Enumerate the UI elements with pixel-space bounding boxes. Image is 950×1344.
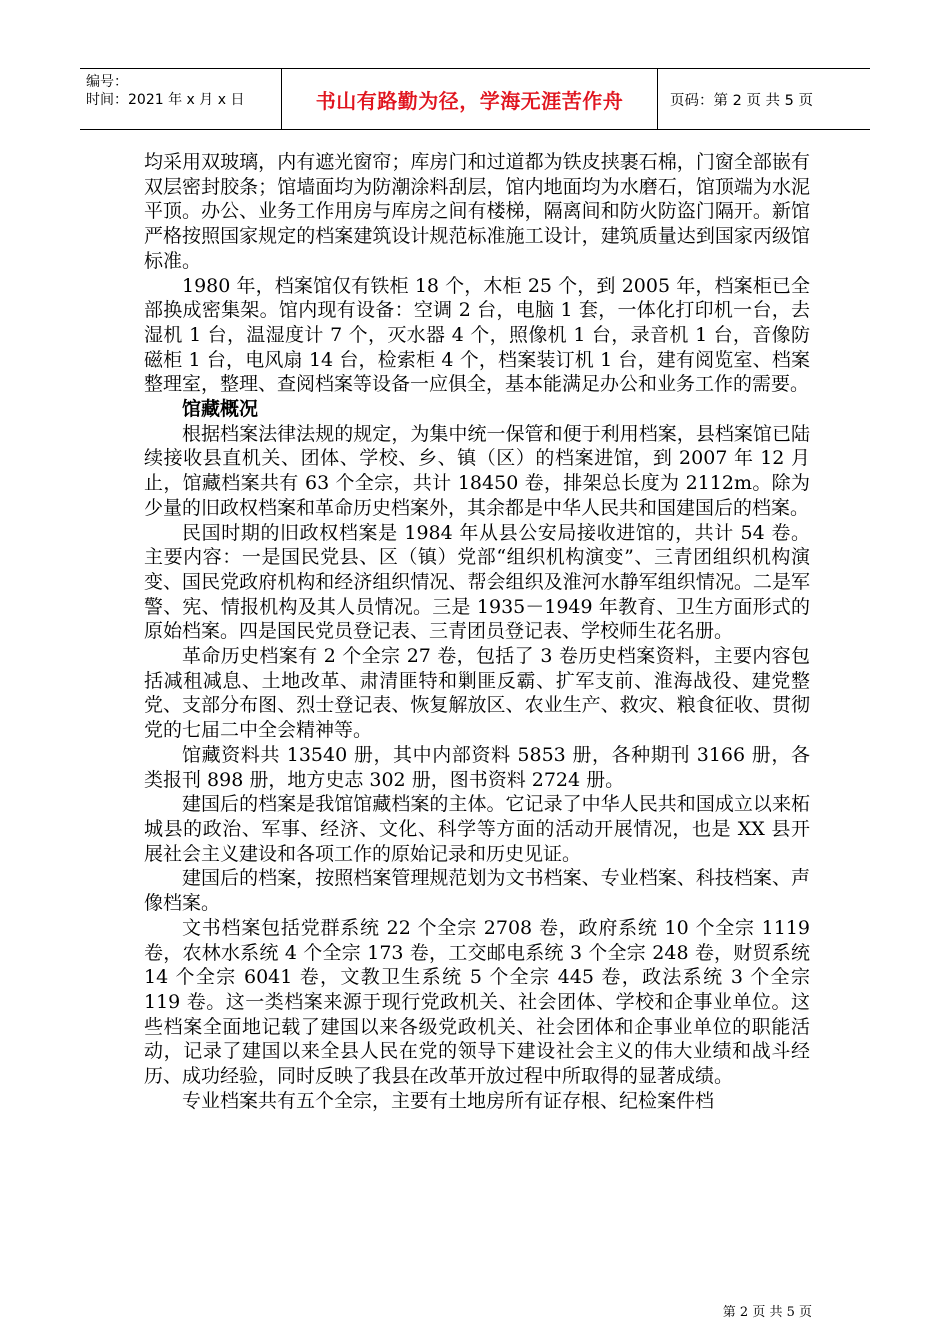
paragraph: 民国时期的旧政权档案是 1984 年从县公安局接收进馆的，共计 54 卷。主要内容：一是国民党县、区（镇）党部“组织机构演变”、三青团组织机构演变、国民党政府机构和经济组织情况、帮会组织及淮河水静军组织情况。二是军警、宪、情报机构及其人员情况。三是 1935－1949 年教育、卫生方面形式的原始档案。四是国民党员登记表、三青团员登记表、学校师生花名册。 <box>144 521 810 643</box>
header-meta <box>80 69 282 129</box>
paragraph: 文书档案包括党群系统 22 个全宗 2708 卷，政府系统 10 个全宗 1119 卷，农林水系统 4 个全宗 173 卷，工交邮电系统 3 个全宗 248 卷，财贸系统 14 个全宗 6041 卷，文教卫生系统 5 个全宗 445 卷，政法系统 3 个全宗 119 卷。这一类档案来源于现行党政机关、社会团体、学校和企事业单位。这些档案全面地记载了建国以来各级党政机关、社会团体和企事业单位的职能活动，记录了建国以来全县人民在党的领导下建设社会主义的伟大业绩和战斗经历、成功经验，同时反映了我县在改革开放过程中所取得的显著成绩。 <box>144 916 810 1088</box>
document-body <box>144 150 810 1113</box>
paragraph: 馆藏资料共 13540 册，其中内部资料 5853 册，各种期刊 3166 册，各类报刊 898 册，地方史志 302 册，图书资料 2724 册。 <box>144 743 810 791</box>
paragraph: 1980 年，档案馆仅有铁柜 18 个，木柜 25 个，到 2005 年，档案柜已全部换成密集架。馆内现有设备：空调 2 台，电脑 1 套，一体化打印机一台，去湿机 1 台，温湿度计 7 个，灭水器 4 个，照像机 1 台，录音机 1 台，音像防磁柜 1 台，电风扇 14 台，检索柜 4 个，档案装订机 1 台，建有阅览室、档案整理室，整理、查阅档案等设备一应俱全，基本能满足办公和业务工作的需要。 <box>144 274 810 396</box>
header-page-info: 页码：第 2 页 共 5 页 <box>670 92 813 109</box>
paragraph: 专业档案共有五个全宗，主要有土地房所有证存根、纪检案件档 <box>182 1089 715 1112</box>
section-heading: 馆藏概况 <box>182 398 259 421</box>
page-header <box>80 68 870 130</box>
document-number-label: 编号： <box>86 74 128 90</box>
document-time-label: 时间：2021 年 x 月 x 日 <box>86 92 245 108</box>
header-motto: 书山有路勤为径，学海无涯苦作舟 <box>282 69 658 129</box>
paragraph: 根据档案法律法规的规定，为集中统一保管和便于利用档案，县档案馆已陆续接收县直机关、团体、学校、乡、镇（区）的档案进馆，到 2007 年 12 月止，馆藏档案共有 63 个全宗，共计 18450 卷，排架总长度为 2112m。除为少量的旧政权档案和革命历史档案外，其余都是中华人民共和国建国后的档案。 <box>144 422 810 519</box>
page-footer: 第 2 页 共 5 页 <box>722 1305 812 1320</box>
paragraph: 革命历史档案有 2 个全宗 27 卷，包括了 3 卷历史档案资料，主要内容包括减租减息、土地改革、肃清匪特和剿匪反霸、扩军支前、淮海战役、建党整党、支部分布图、烈士登记表、恢复解放区、农业生产、救灾、粮食征收、贯彻党的七届二中全会精神等。 <box>144 645 810 742</box>
paragraph: 均采用双玻璃，内有遮光窗帘；库房门和过道都为铁皮挟裹石棉，门窗全部嵌有双层密封胶条；馆墙面均为防潮涂料刮层，馆内地面均为水磨石，馆顶端为水泥平顶。办公、业务工作用房与库房之间有楼梯，隔离间和防火防盗门隔开。新馆严格按照国家规定的档案建筑设计规范标准施工设计，建筑质量达到国家丙级馆标准。 <box>144 151 810 272</box>
paragraph: 建国后的档案，按照档案管理规范划为文书档案、专业档案、科技档案、声像档案。 <box>144 867 810 915</box>
paragraph: 建国后的档案是我馆馆藏档案的主体。它记录了中华人民共和国成立以来柘城县的政治、军事、经济、文化、科学等方面的活动开展情况，也是 XX 县开展社会主义建设和各项工作的原始记录和历史见证。 <box>144 793 810 865</box>
